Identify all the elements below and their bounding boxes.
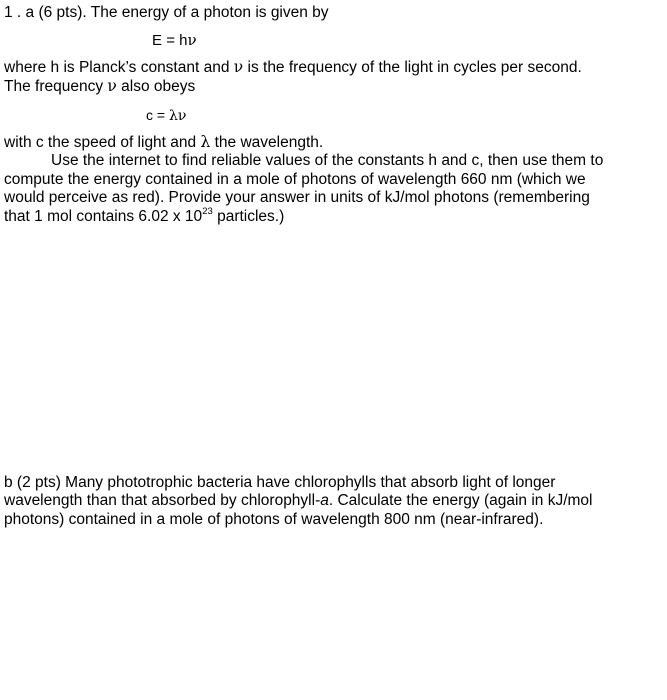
equation-nu-symbol: ν (177, 108, 187, 124)
text-segment: the wavelength. (210, 134, 324, 151)
nu-symbol: ν (107, 77, 117, 95)
question-a-header: 1 . a (6 pts). The energy of a photon is given by (4, 4, 329, 21)
equation-c-symbol: c (146, 107, 153, 123)
equation-lambda-symbol: λ (168, 108, 178, 124)
text-segment: wavelength than that absorbed by chlorophyll- (4, 492, 321, 509)
photon-energy-equation (152, 31, 197, 51)
text-segment: is the frequency of the light in cycles per second. (243, 59, 582, 76)
equation-equals: = (156, 107, 166, 123)
frequency-line (4, 77, 195, 97)
speed-of-light-line (4, 133, 323, 153)
planck-definition-line (4, 58, 582, 78)
question-b-line-3: photons) contained in a mole of photons of wavelength 800 nm (near-infrared). (4, 511, 544, 528)
question-b-line-2 (4, 492, 593, 511)
italic-letter: a (320, 492, 329, 509)
exponent: 23 (202, 205, 213, 217)
avogadro-line (4, 205, 285, 227)
text-segment: that 1 mol contains 6.02 x 10 (4, 208, 203, 225)
question-b-line-1: b (2 pts) Many phototrophic bacteria have chlorophylls that absorb light of longer (4, 474, 556, 491)
instruction-line-2: compute the energy contained in a mole of photons of wavelength 660 nm (which we (4, 171, 586, 188)
equation-planck-symbol: h (179, 32, 188, 49)
instruction-line-3: would perceive as red). Provide your answer in units of kJ/mol photons (remembering (4, 189, 590, 206)
text-segment: also obeys (116, 78, 196, 95)
lambda-symbol: λ (200, 133, 211, 151)
text-segment: particles.) (212, 208, 285, 225)
wave-equation (146, 106, 186, 126)
text-segment: . Calculate the energy (again in kJ/mol (328, 492, 593, 509)
equation-nu-symbol: ν (187, 31, 197, 49)
equation-energy-symbol: E (152, 32, 163, 49)
nu-symbol: ν (233, 58, 244, 76)
text-segment: The frequency (4, 78, 108, 95)
equation-equals: = (166, 32, 175, 49)
text-segment: where h is Planck’s constant and (4, 59, 234, 76)
text-segment: with c the speed of light and (4, 134, 201, 151)
instruction-line-1: Use the internet to find reliable values of the constants h and c, then use them to (51, 152, 604, 169)
